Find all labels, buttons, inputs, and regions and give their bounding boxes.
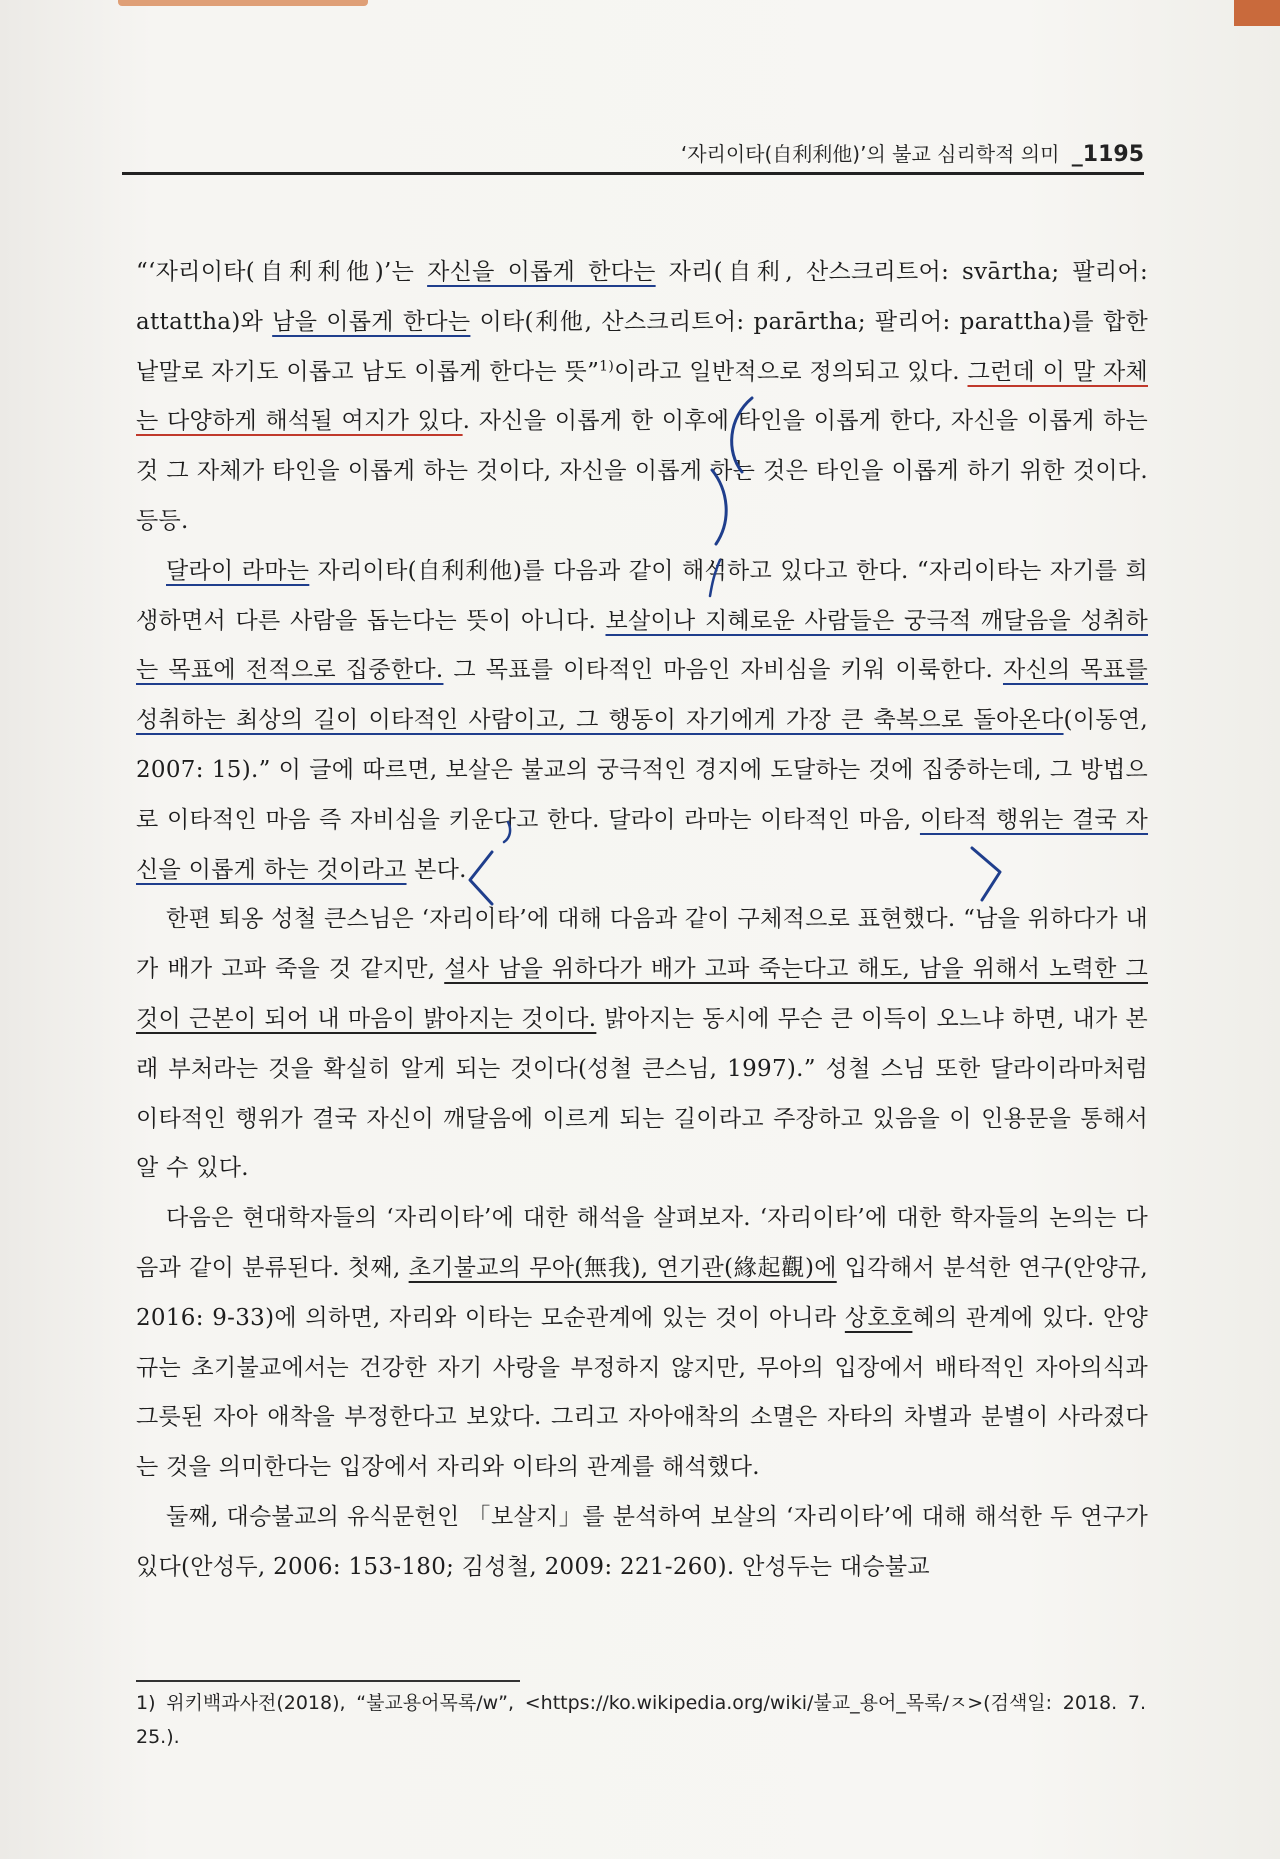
- page-tab-mark: [118, 0, 368, 6]
- underlined-phrase: 상호호: [844, 1304, 913, 1331]
- paragraph-4: 다음은 현대학자들의 ‘자리이타’에 대한 해석을 살펴보자. ‘자리이타’에 대한 학자들의 논의는 다음과 같이 분류된다. 첫째, 초기불교의 무아(無我), 연기관(緣起觀)에 입각해서 분석한 연구(안양규, 2016: 9-33)에 의하면, 자리와 이타는 모순관계에 있는 것이 아니라 상호호혜의 관계에 있다. 안양규는 초기불교에서는 건강한 자기 사랑을 부정하지 않지만, 무아의 입장에서 배타적인 자아의식과 그릇된 자아 애착을 부정한다고 보았다. 그리고 자아애착의 소멸은 자타의 차별과 분별이 사라졌다는 것을 의미한다는 입장에서 자리와 이타의 관계를 해석했다.: [136, 1205, 1149, 1481]
- underlined-phrase: 달라이 라마는: [166, 557, 310, 584]
- page-tab-mark-right: [1234, 0, 1280, 26]
- paragraph-5: 둘째, 대승불교의 유식문헌인 「보살지」를 분석하여 보살의 ‘자리이타’에 대해 해석한 두 연구가 있다(안성두, 2006: 153-180; 김성철, 2009: 221-260). 안성두는 대승불교: [136, 1503, 1148, 1580]
- running-title: ‘자리이타(自利利他)’의 불교 심리학적 의미: [680, 142, 1060, 166]
- paragraph-3: 한편 퇴옹 성철 큰스님은 ‘자리이타’에 대해 다음과 같이 구체적으로 표현했다. “남을 위하다가 내가 배가 고파 죽을 것 같지만, 설사 남을 위하다가 배가 고파 죽는다고 해도, 남을 위해서 노력한 그것이 근본이 되어 내 마음이 밝아지는 것이다. 밝아지는 동시에 무슨 큰 이득이 오느냐 하면, 내가 본래 부처라는 것을 확실히 알게 되는 것이다(성철 큰스님, 1997).” 성철 스님 또한 달라이라마처럼 이타적인 행위가 결국 자신이 깨달음에 이르게 되는 길이라고 주장하고 있음을 이 인용문을 통해서 알 수 있다.: [136, 906, 1148, 1182]
- underlined-phrase: 그런데 이 말 자체는 다양하게 해석될 여지가 있다: [136, 358, 1148, 435]
- underlined-phrase: 자신을 이롭게 한다는: [427, 259, 656, 285]
- underlined-phrase: 보살이나 지혜로운 사람들은 궁극적 깨달음을 성취하는 목표에 전적으로 집중한다.: [136, 607, 1148, 684]
- paragraph-1: “‘자리이타(自利利他)’는 자신을 이롭게 한다는 자리(自利, 산스크리트어: svārtha; 팔리어: attattha)와 남을 이롭게 한다는 이타(利他, 산스크리트어: parārtha; 팔리어: parattha)를 합한 낱말로 자기도 이롭고 남도 이롭게 한다는 뜻”$^{1)}$이라고 일반적으로 정의되고 있다. 그런데 이 말 자체는 다양하게 해석될 여지가 있다. 자신을 이롭게 한 이후에 타인을 이롭게 한다, 자신을 이롭게 하는 것 그 자체가 타인을 이롭게 하는 것이다, 자신을 이롭게 하는 것은 타인을 이롭게 하기 위한 것이다. 등등.: [136, 259, 1148, 534]
- body-text: [136, 248, 1148, 1593]
- page-number: _1195: [1071, 142, 1144, 167]
- underlined-phrase: 설사 남을 위하다가 배가 고파 죽는다고 해도, 남을 위해서 노력한 그것이 근본이 되어 내 마음이 밝아지는 것이다.: [136, 956, 1148, 1032]
- underlined-phrase: 자신의 목표를 성취하는 최상의 길이 이타적인 사람이고, 그 행동이 자기에게 가장 큰 축복으로 돌아온다: [136, 657, 1148, 734]
- footnote-ref[interactable]: 1): [599, 357, 615, 374]
- underlined-phrase: 초기불교의 무아(無我), 연기관(緣起觀)에: [408, 1254, 837, 1281]
- underlined-phrase: 남을 이롭게 한다는: [272, 308, 471, 335]
- running-header: [122, 138, 1144, 178]
- footnote-rule: [136, 1680, 520, 1682]
- paragraph-2: 달라이 라마는 자리이타(自利利他)를 다음과 같이 해석하고 있다고 한다. “자리이타는 자기를 희생하면서 다른 사람을 돕는다는 뜻이 아니다. 보살이나 지혜로운 사람들은 궁극적 깨달음을 성취하는 목표에 전적으로 집중한다. 그 목표를 이타적인 마음인 자비심을 키워 이룩한다. 자신의 목표를 성취하는 최상의 길이 이타적인 사람이고, 그 행동이 자기에게 가장 큰 축복으로 돌아온다(이동연, 2007: 15).” 이 글에 따르면, 보살은 불교의 궁극적인 경지에 도달하는 것에 집중하는데, 그 방법으로 이타적인 마음 즉 자비심을 키운다고 한다. 달라이 라마는 이타적인 마음, 이타적 행위는 결국 자신을 이롭게 하는 것이라고 본다.: [136, 557, 1149, 883]
- footnote: 1) 위키백과사전(2018), “불교용어목록/w”, <https://ko.wikipedia.org/wiki/불교_용어_목록/ㅈ>(검색일: 2018. 7. 25.).: [136, 1692, 1146, 1748]
- underlined-phrase: 이타적 행위는 결국 자신을 이롭게 하는 것이라고: [136, 806, 1149, 883]
- header-rule: [122, 172, 1144, 175]
